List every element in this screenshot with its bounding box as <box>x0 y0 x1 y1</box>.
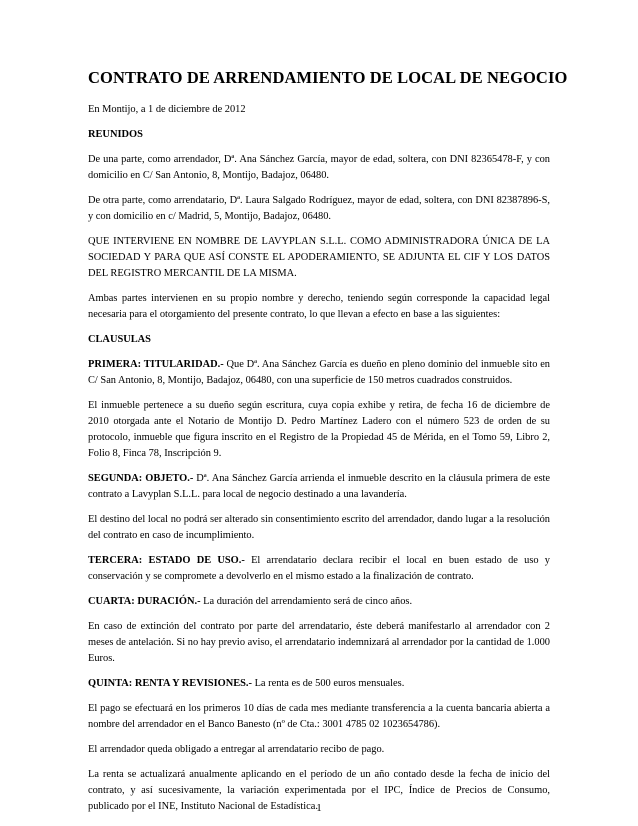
reunidos-heading: REUNIDOS <box>88 129 143 140</box>
date-line: En Montijo, a 1 de diciembre de 2012 <box>88 104 246 115</box>
actualizacion-paragraph: La renta se actualizará anualmente aplicando en el período de un año contado desde la fecha de inicio del contrato, y así sucesivamente, la variación experimentada por el IPC, Índice de Precios de Consumo, publicado por el INE, Instituto Nacional de Estadística. <box>88 769 550 812</box>
document-page <box>88 68 568 824</box>
page-number: 1 <box>316 802 322 814</box>
clausula-cuarta <box>88 594 550 610</box>
clausula-cuarta-label: CUARTA: DURACIÓN.- <box>88 596 201 607</box>
clausula-segunda-label: SEGUNDA: OBJETO.- <box>88 473 194 484</box>
recibo-paragraph: El arrendador queda obligado a entregar al arrendatario recibo de pago. <box>88 744 385 755</box>
clausula-tercera-text: El arrendatario declara recibir el local en buen estado de uso y conservación y se compromete a devolverlo en el mismo estado a la finalización de contrato. <box>88 555 551 582</box>
clausula-tercera-label: TERCERA: ESTADO DE USO.- <box>88 555 245 566</box>
arrendador-paragraph: De una parte, como arrendador, Dª. Ana Sánchez García, mayor de edad, soltera, con DNI 82365478-F, y con domicilio en C/ San Antonio, 8, Montijo, Badajoz, 06480. <box>88 154 550 181</box>
clausulas-heading: CLAUSULAS <box>88 334 151 345</box>
clausula-quinta-text: La renta es de 500 euros mensuales. <box>251 678 405 689</box>
pago-paragraph: El pago se efectuará en los primeros 10 días de cada mes mediante transferencia a la cuenta bancaria abierta a nombre del arrendador en el Banco Banesto (nº de Cta.: 3001 4785 02 1023654786). <box>88 703 550 730</box>
extincion-paragraph: En caso de extinción del contrato por parte del arrendatario, éste deberá manifestarlo al arrendador con 2 meses de antelación. Si no hay previo aviso, el arrendatario indemnizará al arrendador por la cantidad de 1.000 Euros. <box>88 621 550 664</box>
clausula-primera-label: PRIMERA: TITULARIDAD.- <box>88 359 224 370</box>
interviene-paragraph: QUE INTERVIENE EN NOMBRE DE LAVYPLAN S.L.L. COMO ADMINISTRADORA ÚNICA DE LA SOCIEDAD Y PARA QUE ASÍ CONSTE EL APODERAMIENTO, SE ADJUNTA EL CIF Y LOS DATOS DEL REGISTRO MERCANTIL DE LA MISMA. <box>88 236 550 279</box>
clausula-segunda-text: Dª. Ana Sánchez García arrienda el inmueble descrito en la cláusula primera de este contrato a Lavyplan S.L.L. para local de negocio destinado a una lavandería. <box>88 473 550 500</box>
arrendatario-paragraph: De otra parte, como arrendatario, Dª. Laura Salgado Rodríguez, mayor de edad, soltera, con DNI 82387896-S, y con domicilio en c/ Madrid, 5, Montijo, Badajoz, 06480. <box>88 195 550 222</box>
inmueble-paragraph: El inmueble pertenece a su dueño según escritura, cuya copia exhibe y retira, de fecha 16 de diciembre de 2010 otorgada ante el Notario de Montijo D. Pedro Martínez Ladero con el número 523 de orden de su protocolo, inmueble que figura inscrito en el Registro de la Propiedad 45 de Mérida, en el Tomo 59, Libro 2, Folio 8, Finca 78, Inscripción 9. <box>88 400 550 459</box>
document-title: CONTRATO DE ARRENDAMIENTO DE LOCAL DE NEGOCIO <box>88 68 568 87</box>
clausula-primera <box>88 357 550 389</box>
clausula-quinta-label: QUINTA: RENTA Y REVISIONES.- <box>88 678 252 689</box>
clausula-primera-text: Que Dª. Ana Sánchez García es dueño en pleno dominio del inmueble sito en C/ San Antonio, 8, Montijo, Badajoz, 06480, con una superficie de 150 metros cuadrados construidos. <box>88 359 551 386</box>
clausula-cuarta-text: La duración del arrendamiento será de cinco años. <box>200 596 413 607</box>
clausula-segunda <box>88 471 550 503</box>
destino-paragraph: El destino del local no podrá ser alterado sin consentimiento escrito del arrendador, dando lugar a la resolución del contrato en caso de incumplimiento. <box>88 514 550 541</box>
clausula-quinta <box>88 676 550 692</box>
clausula-tercera <box>88 553 550 585</box>
ambas-partes-paragraph: Ambas partes intervienen en su propio nombre y derecho, teniendo según corresponde la capacidad legal necesaria para el otorgamiento del presente contrato, lo que llevan a efecto en base a las siguientes: <box>88 293 550 320</box>
